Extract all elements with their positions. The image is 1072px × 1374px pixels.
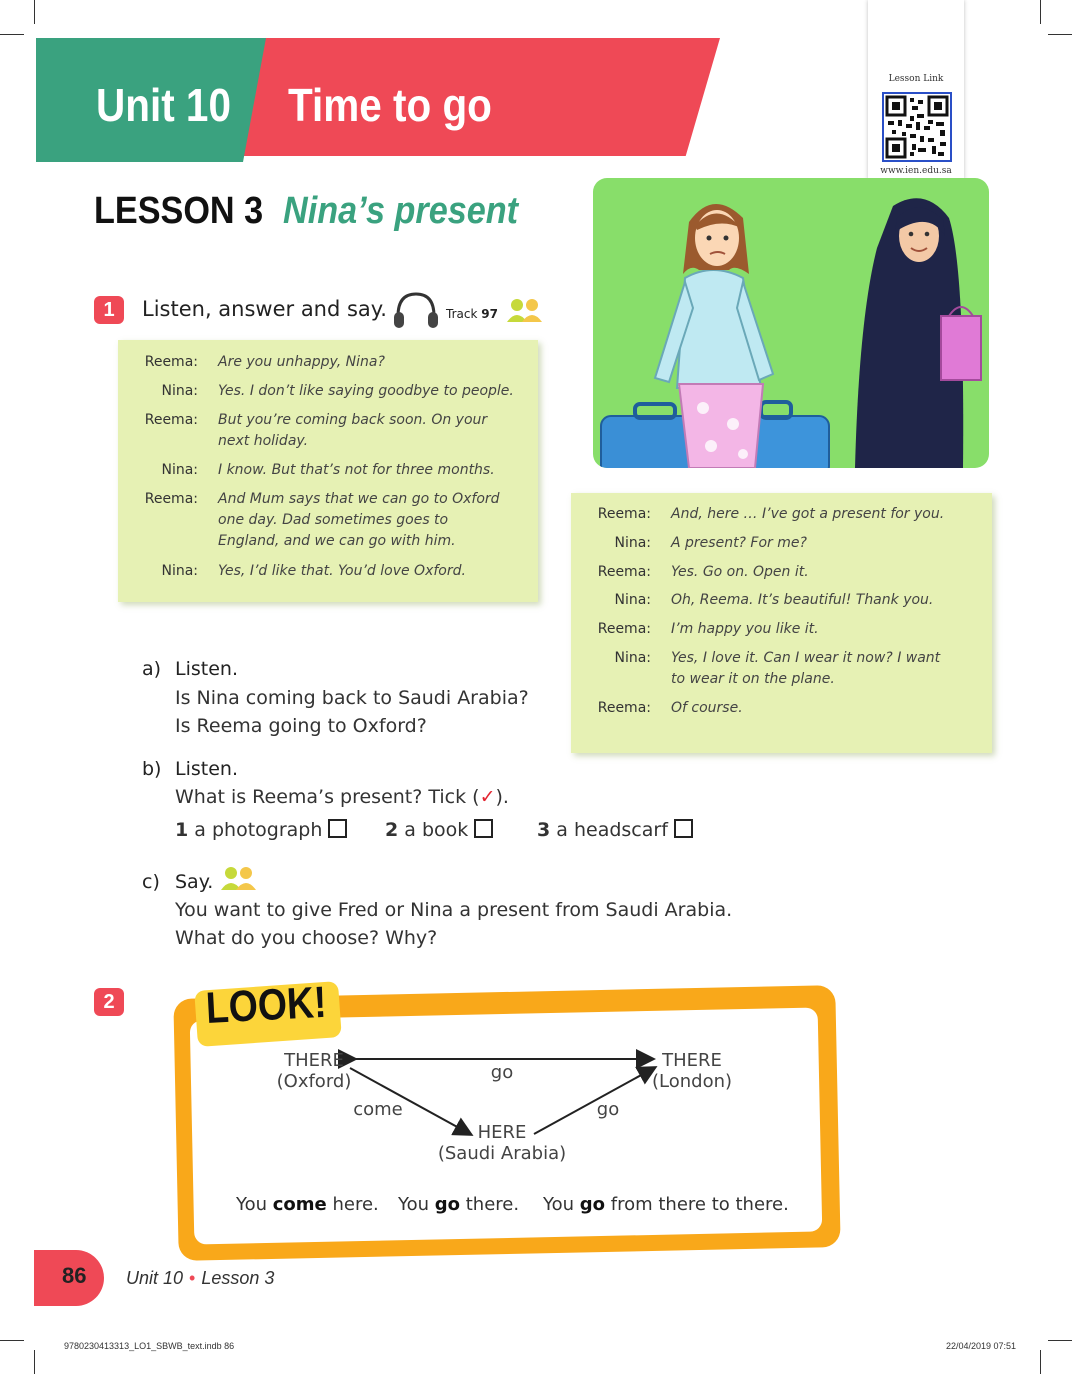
- part-b-prompt: What is Reema’s present? Tick (✓).: [175, 786, 509, 808]
- dialogue-box-b: Reema: And, here … I’ve got a present for you. Nina: A present? For me? Reema: Yes. Go on. Open it. Nina: Oh, Reema. It’s beautiful! Thank you. Reema: I’m happy you like it. Nina: Yes, I love it. Can I wear it now? I want to wear it on the plane. Reema: Of course.: [571, 493, 992, 753]
- lesson-link-url[interactable]: www.ien.edu.sa: [880, 166, 952, 176]
- verb-go-top: go: [490, 1062, 514, 1083]
- lesson-number: LESSON 3: [94, 190, 264, 232]
- dialogue-box-a: Reema: Are you unhappy, Nina? Nina: Yes. I don’t like saying goodbye to people. Reema: But you’re coming back soon. On your next holiday. Nina: I know. But that’s not for three months. Reema: And Mum says that we can go to Oxford one day. Dad sometimes goes to England, and we can go with him. Nina: Yes, I’d like that. You’d love Oxford.: [118, 340, 538, 602]
- left-place: THERE (Oxford): [276, 1050, 352, 1092]
- verb-go-right: go: [596, 1099, 620, 1120]
- part-a-letter: a): [142, 658, 162, 680]
- unit-label: Unit 10: [96, 79, 231, 131]
- exercise-instruction: Listen, answer and say.: [142, 297, 387, 321]
- page-number: 86: [62, 1263, 87, 1288]
- exercise-number-badge: 2: [94, 988, 124, 1016]
- footer-reference: Unit 10 • Lesson 3: [126, 1268, 275, 1288]
- example-sentence: You come here.: [236, 1194, 379, 1215]
- part-a-heading: Listen.: [175, 658, 238, 680]
- track-label: Track 97: [446, 307, 498, 321]
- example-sentence: You go from there to there.: [543, 1194, 789, 1215]
- part-c-text: You want to give Fred or Nina a present from Saudi Arabia.: [175, 899, 733, 921]
- part-b-heading: Listen.: [175, 758, 238, 780]
- bottom-place: HERE (Saudi Arabia): [437, 1122, 567, 1164]
- print-file-info: 9780230413313_LO1_SBWB_text.indb 86: [64, 1341, 235, 1351]
- part-a-question: Is Reema going to Oxford?: [175, 715, 427, 737]
- example-sentence: You go there.: [398, 1194, 520, 1215]
- lesson-link-title: Lesson Link: [888, 74, 944, 84]
- exercise-number-badge: 1: [94, 296, 124, 324]
- part-b-letter: b): [142, 758, 162, 780]
- lesson-title: Nina’s present: [283, 190, 519, 232]
- look-label: LOOK!: [204, 977, 328, 1033]
- part-c-heading: Say.: [175, 871, 214, 893]
- print-date-info: 22/04/2019 07:51: [946, 1341, 1017, 1351]
- option-headscarf: 3 a headscarf: [537, 819, 693, 841]
- option-book: 2 a book: [385, 819, 493, 841]
- part-c-text: What do you choose? Why?: [175, 927, 438, 949]
- tick-mark-icon: ✓: [479, 786, 496, 808]
- part-a-question: Is Nina coming back to Saudi Arabia?: [175, 687, 529, 709]
- part-c-letter: c): [142, 871, 160, 893]
- right-place: THERE (London): [652, 1050, 733, 1092]
- track-number: 97: [481, 307, 498, 321]
- unit-title: Time to go: [288, 79, 492, 131]
- option-photograph: 1 a photograph: [175, 819, 347, 841]
- verb-come: come: [353, 1099, 403, 1120]
